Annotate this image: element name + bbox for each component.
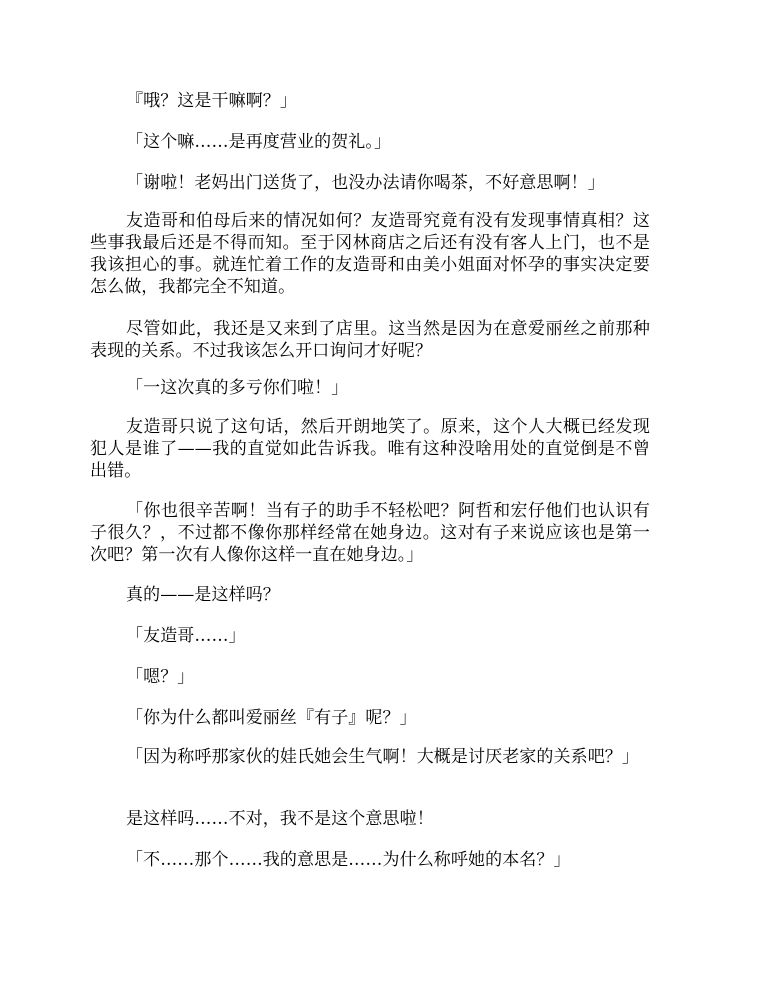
- paragraph-5: 尽管如此，我还是又来到了店里。这当然是因为在意爱丽丝之前那种表现的关系。不过我该怎么开口询问才好呢？: [90, 319, 650, 361]
- book-page: [90, 0, 675, 990]
- paragraph-6: 「一这次真的多亏你们啦！」: [126, 378, 349, 398]
- paragraph-4: 友造哥和伯母后来的情况如何？友造哥究竟有没有发现事情真相？这些事我最后还是不得而知。至于冈林商店之后还有没有客人上门，也不是我该担心的事。就连忙着工作的友造哥和由美小姐面对怀孕的事实决定要怎么做，我都完全不知道。: [90, 211, 650, 297]
- paragraph-3: 「谢啦！老妈出门送货了，也没办法请你喝茶，不好意思啊！」: [126, 173, 605, 193]
- paragraph-1: 『哦？这是干嘛啊？」: [126, 91, 297, 111]
- paragraph-7: 友造哥只说了这句话，然后开朗地笑了。原来，这个人大概已经发现犯人是谁了——我的直觉如此告诉我。唯有这种没啥用处的直觉倒是不曾出错。: [90, 417, 650, 481]
- paragraph-11: 「嗯？」: [126, 667, 195, 687]
- paragraph-8: 「你也很辛苦啊！当有子的助手不轻松吧？阿哲和宏仔他们也认识有子很久？，不过都不像你那样经常在她身边。这对有子来说应该也是第一次吧？第一次有人像你这样一直在她身边。」: [90, 501, 650, 565]
- paragraph-13: 「因为称呼那家伙的娃氏她会生气啊！大概是讨厌老家的关系吧？」: [126, 747, 639, 767]
- paragraph-12: 「你为什么都叫爱丽丝『有子』呢？」: [126, 708, 417, 728]
- paragraph-10: 「友造哥……」: [126, 626, 246, 646]
- paragraph-14: 是这样吗……不对，我不是这个意思啦！: [126, 809, 434, 829]
- paragraph-2: 「这个嘛……是再度营业的贺礼。」: [126, 132, 392, 152]
- paragraph-9: 真的——是这样吗？: [126, 585, 280, 605]
- paragraph-15: 「不……那个……我的意思是……为什么称呼她的本名？」: [126, 850, 571, 870]
